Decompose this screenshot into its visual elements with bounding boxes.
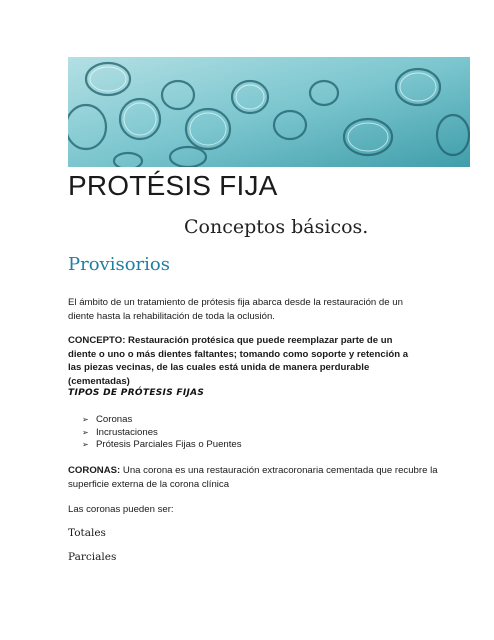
coronas-kinds-intro: Las coronas pueden ser: [68, 504, 174, 515]
list-item-label: Coronas [96, 414, 133, 425]
list-item [82, 427, 242, 440]
types-heading: TIPOS DE PRÓTESIS FIJAS [68, 388, 205, 398]
coronas-text: Una corona es una restauración extracoronaria cementada que recubre la superficie externa de la corona clínica [68, 465, 438, 490]
arrowhead-bullet-icon: ➢ [82, 440, 89, 449]
list-item [82, 439, 242, 452]
coronas-lead: CORONAS: [68, 465, 121, 476]
arrowhead-bullet-icon: ➢ [82, 427, 89, 437]
coronas-kind-totales: Totales [68, 527, 106, 539]
list-item-label: Incrustaciones [96, 426, 158, 438]
coronas-paragraph [68, 464, 438, 491]
concept-paragraph: CONCEPTO: Restauración protésica que puede reemplazar parte de un diente o uno o más dientes faltantes; tomando como soporte y retención a las piezas vecinas, de las cuales está unida de manera perdurable (cementadas) [68, 335, 409, 387]
intro-paragraph: El ámbito de un tratamiento de prótesis fija abarca desde la restauración de un diente hasta la rehabilitación de toda la oclusión. [68, 297, 403, 322]
section-heading-provisorios: Provisorios [68, 254, 170, 275]
types-list [82, 414, 242, 452]
document-subtitle: Conceptos básicos. [184, 216, 369, 238]
header-bubbles-image [68, 57, 470, 167]
list-item-label: Prótesis Parciales Fijas o Puentes [96, 439, 242, 450]
list-item [82, 414, 242, 427]
arrowhead-bullet-icon: ➢ [82, 415, 89, 424]
document-title: PROTÉSIS FIJA [68, 170, 278, 201]
coronas-kind-parciales: Parciales [68, 551, 117, 563]
